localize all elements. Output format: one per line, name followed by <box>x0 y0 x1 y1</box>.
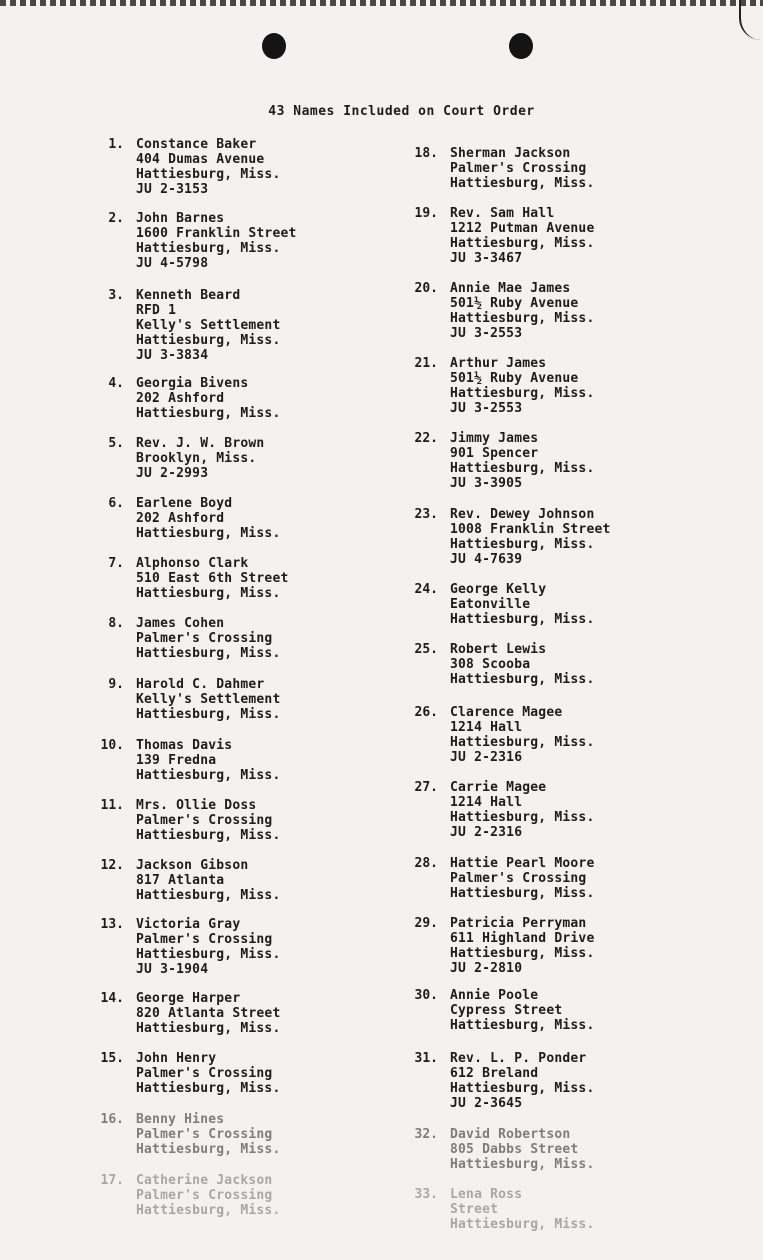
entry-number: 32. <box>414 1127 438 1142</box>
entry-number: 11. <box>100 798 124 813</box>
entry-number: 30. <box>414 988 438 1003</box>
entry-number: 2. <box>108 211 124 226</box>
entry-number: 6. <box>108 496 124 511</box>
entry-detail: Hattiesburg, Miss. <box>136 707 281 722</box>
entry-name: Rev. L. P. Ponder <box>450 1051 587 1066</box>
entry-detail: JU 3-3834 <box>136 348 209 363</box>
entry-lines <box>136 991 280 1036</box>
entry-detail: Kelly's Settlement <box>136 692 281 707</box>
entry-detail: 501½ Ruby Avenue <box>450 296 579 311</box>
entry-name: Patricia Perryman <box>450 916 587 931</box>
entry-name: Arthur James <box>450 356 547 371</box>
entry-detail: 139 Fredna <box>136 753 217 768</box>
entry-number: 3. <box>108 288 124 303</box>
entry-lines <box>450 281 594 341</box>
entry-detail: 1212 Putman Avenue <box>450 221 595 236</box>
entry-lines <box>136 1173 280 1218</box>
entry-name: Annie Mae James <box>450 281 571 296</box>
entry-detail: Hattiesburg, Miss. <box>136 333 281 348</box>
entry-lines <box>450 856 594 901</box>
entry-detail: Hattiesburg, Miss. <box>136 167 281 182</box>
entry-number: 33. <box>414 1187 438 1202</box>
entry-detail: Hattiesburg, Miss. <box>450 176 595 191</box>
entry-detail: Hattiesburg, Miss. <box>450 672 595 687</box>
entry-detail: JU 2-2810 <box>450 961 523 976</box>
entry-name: Benny Hines <box>136 1112 225 1127</box>
entry-detail: RFD 1 <box>136 303 177 318</box>
entry-lines <box>136 677 280 722</box>
entry-lines <box>136 738 280 783</box>
entry-name: Rev. Sam Hall <box>450 206 555 221</box>
entry-detail: Kelly's Settlement <box>136 318 281 333</box>
entry-name: Alphonso Clark <box>136 556 249 571</box>
entry-detail: JU 3-1904 <box>136 962 209 977</box>
entry-detail: Hattiesburg, Miss. <box>450 386 595 401</box>
entry-detail: 308 Scooba <box>450 657 531 672</box>
entry-number: 5. <box>108 436 124 451</box>
entry-detail: Hattiesburg, Miss. <box>450 1081 595 1096</box>
entry-lines <box>450 206 594 266</box>
entry-name: John Barnes <box>136 211 225 226</box>
entry-detail: Hattiesburg, Miss. <box>136 526 281 541</box>
entry-name: Constance Baker <box>136 137 257 152</box>
entry-name: Lena Ross <box>450 1187 523 1202</box>
entry-lines <box>136 211 297 271</box>
entry-number: 29. <box>414 916 438 931</box>
entry-detail: Hattiesburg, Miss. <box>136 406 281 421</box>
entry-detail: Hattiesburg, Miss. <box>136 1021 281 1036</box>
entry-name: Rev. Dewey Johnson <box>450 507 595 522</box>
entry-detail: Cypress Street <box>450 1003 563 1018</box>
entry-detail: Hattiesburg, Miss. <box>450 236 595 251</box>
entry-detail: Hattiesburg, Miss. <box>136 586 281 601</box>
entry-detail: Hattiesburg, Miss. <box>450 946 595 961</box>
entry-detail: Hattiesburg, Miss. <box>136 768 281 783</box>
entry-name: David Robertson <box>450 1127 571 1142</box>
entry-detail: Hattiesburg, Miss. <box>136 1081 281 1096</box>
entry-number: 23. <box>414 507 438 522</box>
entry-detail: 404 Dumas Avenue <box>136 152 265 167</box>
entry-detail: Hattiesburg, Miss. <box>450 461 595 476</box>
entry-detail: Palmer's Crossing <box>136 1127 273 1142</box>
entry-lines <box>450 146 594 191</box>
entry-name: George Kelly <box>450 582 547 597</box>
document-title: 43 Names Included on Court Order <box>268 104 535 119</box>
entry-name: Thomas Davis <box>136 738 233 753</box>
entry-number: 28. <box>414 856 438 871</box>
entry-detail: Hattiesburg, Miss. <box>450 311 595 326</box>
entry-lines <box>136 858 280 903</box>
entry-detail: 202 Ashford <box>136 511 225 526</box>
entry-number: 18. <box>414 146 438 161</box>
entry-lines <box>450 1127 594 1172</box>
entry-detail: Hattiesburg, Miss. <box>450 1217 595 1232</box>
entry-name: Jackson Gibson <box>136 858 249 873</box>
entry-detail: Palmer's Crossing <box>136 813 273 828</box>
entry-name: Georgia Bivens <box>136 376 249 391</box>
entry-detail: Hattiesburg, Miss. <box>136 888 281 903</box>
entry-number: 15. <box>100 1051 124 1066</box>
entry-lines <box>136 1112 280 1157</box>
entry-number: 20. <box>414 281 438 296</box>
entry-detail: 1008 Franklin Street <box>450 522 611 537</box>
entry-detail: 612 Breland <box>450 1066 539 1081</box>
entry-detail: 901 Spencer <box>450 446 539 461</box>
entry-name: Mrs. Ollie Doss <box>136 798 257 813</box>
entry-lines <box>450 356 594 416</box>
entry-lines <box>450 705 594 765</box>
entry-lines <box>136 288 280 363</box>
entry-detail: Hattiesburg, Miss. <box>136 241 281 256</box>
entry-detail: JU 2-2316 <box>450 750 523 765</box>
entry-detail: Hattiesburg, Miss. <box>450 735 595 750</box>
entry-detail: Palmer's Crossing <box>450 161 587 176</box>
entry-detail: Hattiesburg, Miss. <box>136 1203 281 1218</box>
entry-number: 10. <box>100 738 124 753</box>
entry-detail: JU 2-3645 <box>450 1096 523 1111</box>
entry-number: 27. <box>414 780 438 795</box>
entry-detail: Brooklyn, Miss. <box>136 451 257 466</box>
entry-detail: JU 4-7639 <box>450 552 523 567</box>
entry-name: John Henry <box>136 1051 217 1066</box>
entry-name: Clarence Magee <box>450 705 563 720</box>
entry-detail: JU 4-5798 <box>136 256 209 271</box>
entry-name: Catherine Jackson <box>136 1173 273 1188</box>
entry-name: Rev. J. W. Brown <box>136 436 265 451</box>
entry-name: George Harper <box>136 991 241 1006</box>
entry-detail: 1214 Hall <box>450 720 523 735</box>
entry-name: Carrie Magee <box>450 780 547 795</box>
entry-detail: Palmer's Crossing <box>136 631 273 646</box>
entry-number: 8. <box>108 616 124 631</box>
entry-detail: JU 3-2553 <box>450 401 523 416</box>
entry-name: Harold C. Dahmer <box>136 677 265 692</box>
entry-lines <box>136 376 280 421</box>
entry-detail: Palmer's Crossing <box>136 1188 273 1203</box>
entry-number: 7. <box>108 556 124 571</box>
entry-detail: 611 Highland Drive <box>450 931 595 946</box>
entry-number: 12. <box>100 858 124 873</box>
entry-detail: Hattiesburg, Miss. <box>450 810 595 825</box>
scan-right-edge <box>739 0 763 40</box>
entry-name: Annie Poole <box>450 988 539 1003</box>
entry-lines <box>136 616 280 661</box>
entry-name: Robert Lewis <box>450 642 547 657</box>
entry-lines <box>136 436 264 481</box>
entry-detail: JU 2-2316 <box>450 825 523 840</box>
entry-detail: JU 2-3153 <box>136 182 209 197</box>
entry-detail: 510 East 6th Street <box>136 571 289 586</box>
entry-detail: JU 3-2553 <box>450 326 523 341</box>
entry-number: 22. <box>414 431 438 446</box>
entry-number: 25. <box>414 642 438 657</box>
entry-lines <box>136 1051 280 1096</box>
entry-number: 13. <box>100 917 124 932</box>
entry-number: 24. <box>414 582 438 597</box>
entry-detail: 817 Atlanta <box>136 873 225 888</box>
entry-detail: JU 3-3467 <box>450 251 523 266</box>
entry-detail: Hattiesburg, Miss. <box>136 646 281 661</box>
entry-number: 1. <box>108 137 124 152</box>
entry-detail: Hattiesburg, Miss. <box>450 1018 595 1033</box>
entry-detail: Hattiesburg, Miss. <box>450 886 595 901</box>
entry-detail: 202 Ashford <box>136 391 225 406</box>
entry-name: Kenneth Beard <box>136 288 241 303</box>
entry-name: Sherman Jackson <box>450 146 571 161</box>
entry-name: Hattie Pearl Moore <box>450 856 595 871</box>
entry-detail: Hattiesburg, Miss. <box>450 612 595 627</box>
entry-lines <box>450 582 594 627</box>
entry-detail: Hattiesburg, Miss. <box>136 947 281 962</box>
entry-number: 19. <box>414 206 438 221</box>
entry-name: Earlene Boyd <box>136 496 233 511</box>
entry-detail: Hattiesburg, Miss. <box>450 1157 595 1172</box>
entry-number: 4. <box>108 376 124 391</box>
entry-detail: Street <box>450 1202 499 1217</box>
entry-number: 9. <box>108 677 124 692</box>
entry-detail: 1214 Hall <box>450 795 523 810</box>
entry-detail: Palmer's Crossing <box>450 871 587 886</box>
entry-lines <box>136 917 280 977</box>
punch-hole-right <box>509 33 533 59</box>
entry-lines <box>136 496 280 541</box>
entry-lines <box>450 1187 594 1232</box>
entry-detail: 501½ Ruby Avenue <box>450 371 579 386</box>
entry-detail: Hattiesburg, Miss. <box>450 537 595 552</box>
entry-detail: 805 Dabbs Street <box>450 1142 579 1157</box>
entry-lines <box>450 507 611 567</box>
entry-lines <box>136 137 280 197</box>
entry-number: 26. <box>414 705 438 720</box>
entry-lines <box>136 798 280 843</box>
entry-lines <box>450 988 594 1033</box>
entry-lines <box>450 780 594 840</box>
entry-detail: 820 Atlanta Street <box>136 1006 281 1021</box>
entry-number: 16. <box>100 1112 124 1127</box>
entry-detail: Palmer's Crossing <box>136 1066 273 1081</box>
entry-name: Jimmy James <box>450 431 539 446</box>
entry-number: 14. <box>100 991 124 1006</box>
entry-name: Victoria Gray <box>136 917 241 932</box>
entry-number: 21. <box>414 356 438 371</box>
entry-detail: JU 2-2993 <box>136 466 209 481</box>
entry-lines <box>450 1051 594 1111</box>
entry-lines <box>450 642 594 687</box>
entry-name: James Cohen <box>136 616 225 631</box>
entry-detail: Eatonville <box>450 597 531 612</box>
punch-hole-left <box>262 33 286 59</box>
entry-lines <box>450 431 594 491</box>
entry-number: 17. <box>100 1173 124 1188</box>
entry-lines <box>450 916 594 976</box>
scan-top-edge <box>0 0 763 6</box>
entry-detail: Palmer's Crossing <box>136 932 273 947</box>
entry-detail: Hattiesburg, Miss. <box>136 828 281 843</box>
entry-detail: Hattiesburg, Miss. <box>136 1142 281 1157</box>
entry-detail: JU 3-3905 <box>450 476 523 491</box>
entry-number: 31. <box>414 1051 438 1066</box>
entry-detail: 1600 Franklin Street <box>136 226 297 241</box>
entry-lines <box>136 556 289 601</box>
